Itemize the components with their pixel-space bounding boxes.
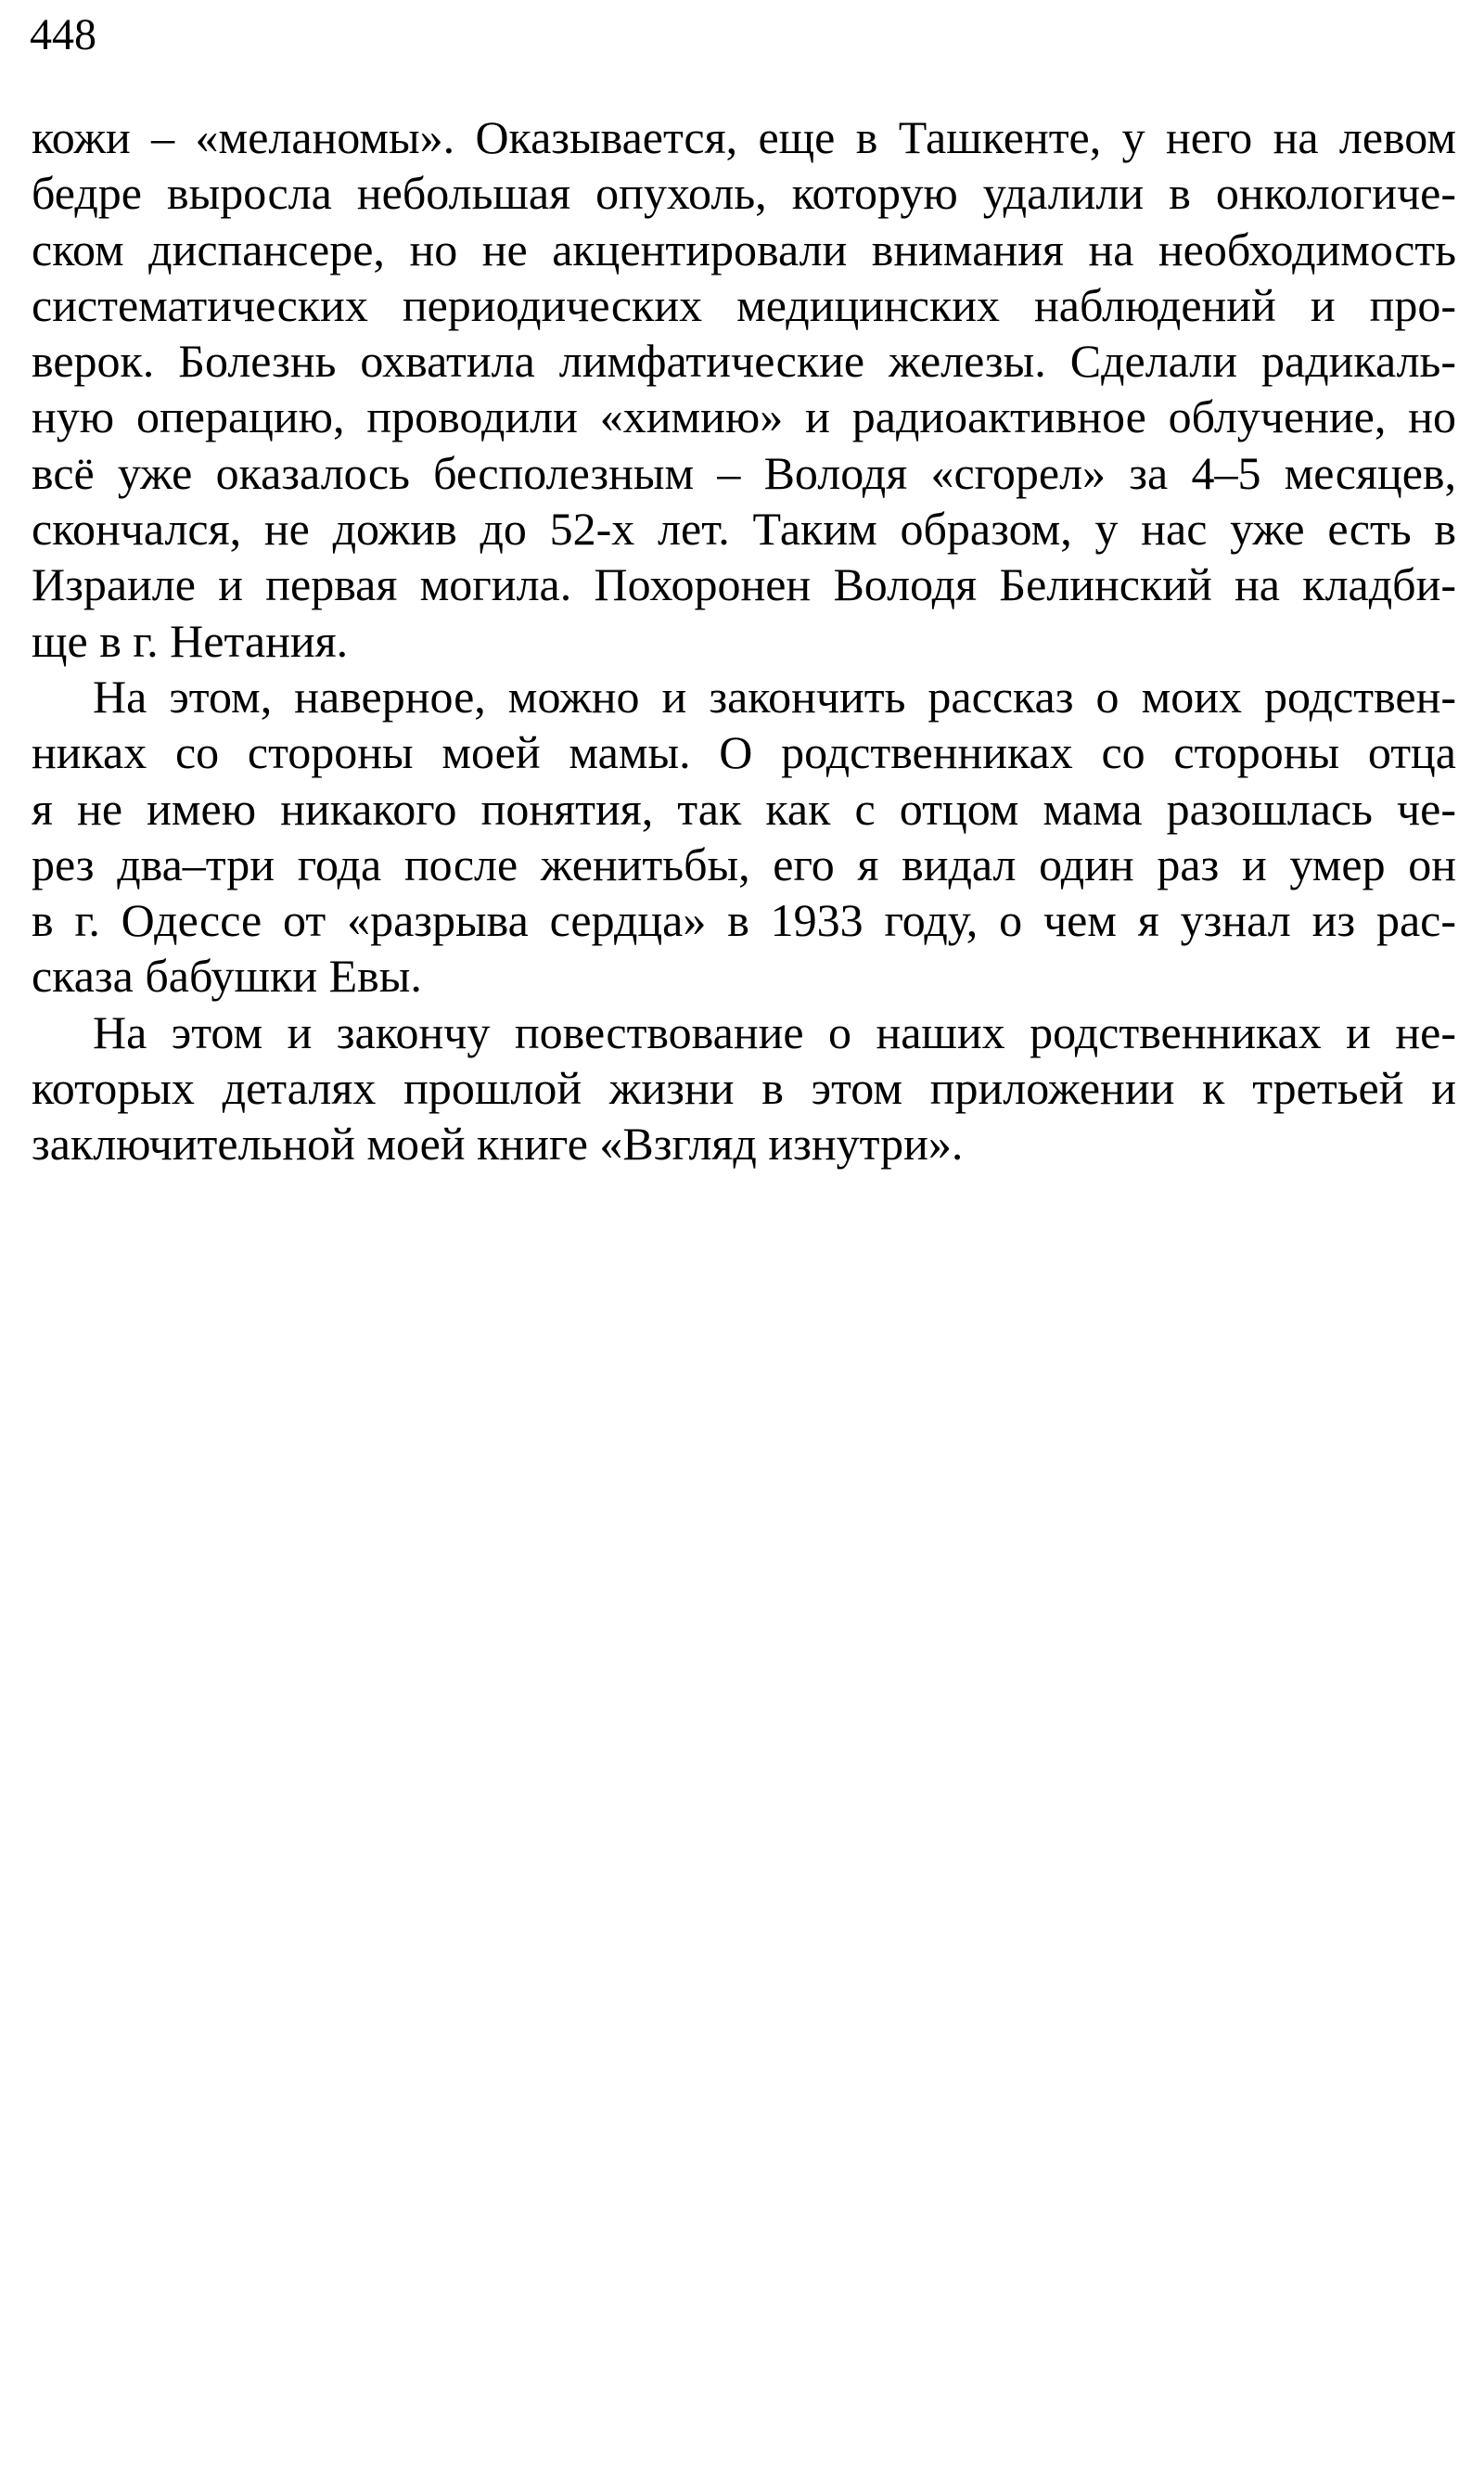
body-text [32,109,1456,1172]
text-line: На этом, наверное, можно и закончить рассказ о моих родствен- [93,670,1456,723]
text-line: в г. Одессе от «разрыва сердца» в 1933 году, о чем я узнал из рас- [32,894,1456,947]
text-line: верок. Болезнь охватила лимфатические железы. Сделали радикаль- [32,335,1456,388]
text-line: ную операцию, проводили «химию» и радиоактивное облучение, но [32,390,1456,443]
page-number: 448 [30,10,96,59]
text-line: рез два–три года после женитьбы, его я видал один раз и умер он [32,838,1456,890]
text-line: никах со стороны моей мамы. О родственниках со стороны отца [32,726,1456,779]
text-line: которых деталях прошлой жизни в этом приложении к третьей и [32,1062,1456,1115]
text-line: я не имею никакого понятия, так как с отцом мама разошлась че- [32,782,1456,835]
text-line: бедре выросла небольшая опухоль, которую удалили в онкологиче- [32,167,1456,220]
text-line: кожи – «меланомы». Оказывается, еще в Ташкенте, у него на левом [32,111,1456,163]
text-line: ском диспансере, но не акцентировали внимания на необходимость [32,223,1456,275]
text-line: сказа бабушки Евы. [32,950,422,1003]
paragraph-2 [32,669,1456,1005]
paragraph-1 [32,109,1456,669]
paragraph-3 [32,1005,1456,1172]
text-line: ще в г. Нетания. [32,614,349,667]
text-line: заключительной моей книге «Взгляд изнутри». [32,1118,964,1171]
text-line: систематических периодических медицинских наблюдений и про- [32,278,1456,331]
text-line: скончался, не дожив до 52-х лет. Таким образом, у нас уже есть в [32,503,1456,556]
text-line: Израиле и первая могила. Похоронен Володя Белинский на кладби- [32,558,1456,611]
text-line: всё уже оказалось бесполезным – Володя «сгорел» за 4–5 месяцев, [32,446,1456,499]
text-line: На этом и закончу повествование о наших родственниках и не- [93,1005,1456,1058]
